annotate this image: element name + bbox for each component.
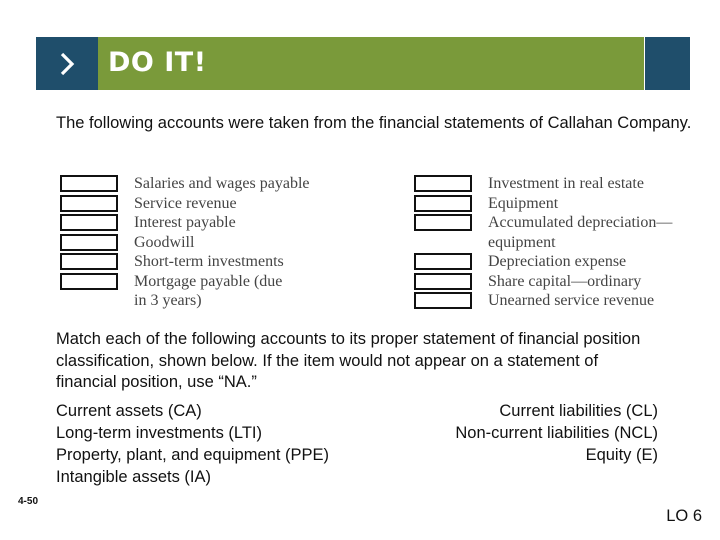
- account-item: [414, 272, 714, 292]
- account-label: Goodwill: [134, 233, 195, 251]
- account-label: Interest payable: [134, 214, 236, 231]
- answer-box[interactable]: [60, 234, 118, 251]
- answer-box[interactable]: [60, 175, 118, 192]
- account-item: [60, 252, 360, 272]
- answer-box[interactable]: [414, 253, 472, 270]
- banner-right-block: [645, 37, 690, 90]
- account-label: Short-term investments: [134, 253, 284, 270]
- accounts-right-list: [414, 174, 714, 311]
- classifications-left: [56, 400, 329, 488]
- account-item: [60, 174, 360, 194]
- page-title: DO IT!: [108, 47, 207, 78]
- account-item: [60, 213, 360, 233]
- page-number: 4-50: [18, 496, 39, 507]
- account-item: [414, 174, 714, 194]
- account-item: [414, 213, 714, 233]
- account-label: Salaries and wages payable: [134, 175, 310, 192]
- account-label: Share capital—ordinary: [488, 272, 642, 290]
- answer-box[interactable]: [60, 195, 118, 212]
- account-item: [60, 233, 360, 253]
- answer-box[interactable]: [60, 253, 118, 270]
- header-banner: [36, 37, 690, 90]
- learning-objective-label: LO 6: [666, 507, 702, 525]
- instructions-text: Match each of the following accounts to its proper statement of financial position classification, shown below. If the item would not appear on a statement of financial position, use “NA.”: [56, 330, 641, 391]
- classification-item: Current liabilities (CL): [499, 402, 658, 420]
- intro-text: The following accounts were taken from the financial statements of Callahan Company.: [56, 114, 692, 132]
- account-label: equipment: [488, 233, 556, 251]
- account-item: [60, 194, 360, 214]
- classification-item: Intangible assets (IA): [56, 468, 211, 486]
- account-label: Unearned service revenue: [488, 292, 655, 309]
- account-label: Investment in real estate: [488, 175, 644, 192]
- account-label: Service revenue: [134, 194, 237, 212]
- account-label: in 3 years): [134, 292, 202, 309]
- classification-item: Non-current liabilities (NCL): [455, 424, 658, 442]
- account-item: [60, 291, 360, 311]
- account-label: Accumulated depreciation—: [488, 214, 673, 231]
- accounts-left-list: [60, 174, 360, 311]
- answer-box[interactable]: [414, 195, 472, 212]
- classification-item: Long-term investments (LTI): [56, 424, 263, 442]
- account-item: [414, 194, 714, 214]
- account-item: [414, 291, 714, 311]
- account-item: [414, 233, 714, 253]
- answer-box[interactable]: [414, 273, 472, 290]
- classification-item: Equity (E): [585, 446, 658, 464]
- account-label: Depreciation expense: [488, 253, 627, 270]
- answer-box[interactable]: [60, 273, 118, 290]
- chevron-right-icon: [36, 37, 98, 90]
- classification-item: Current assets (CA): [56, 402, 202, 420]
- account-label: Mortgage payable (due: [134, 272, 283, 290]
- account-item: [414, 252, 714, 272]
- account-item: [60, 272, 360, 292]
- classifications-right: [455, 400, 658, 466]
- answer-box[interactable]: [414, 214, 472, 231]
- account-label: Equipment: [488, 194, 559, 212]
- answer-box[interactable]: [60, 214, 118, 231]
- classification-item: Property, plant, and equipment (PPE): [56, 446, 330, 464]
- answer-box[interactable]: [414, 175, 472, 192]
- answer-box[interactable]: [414, 292, 472, 309]
